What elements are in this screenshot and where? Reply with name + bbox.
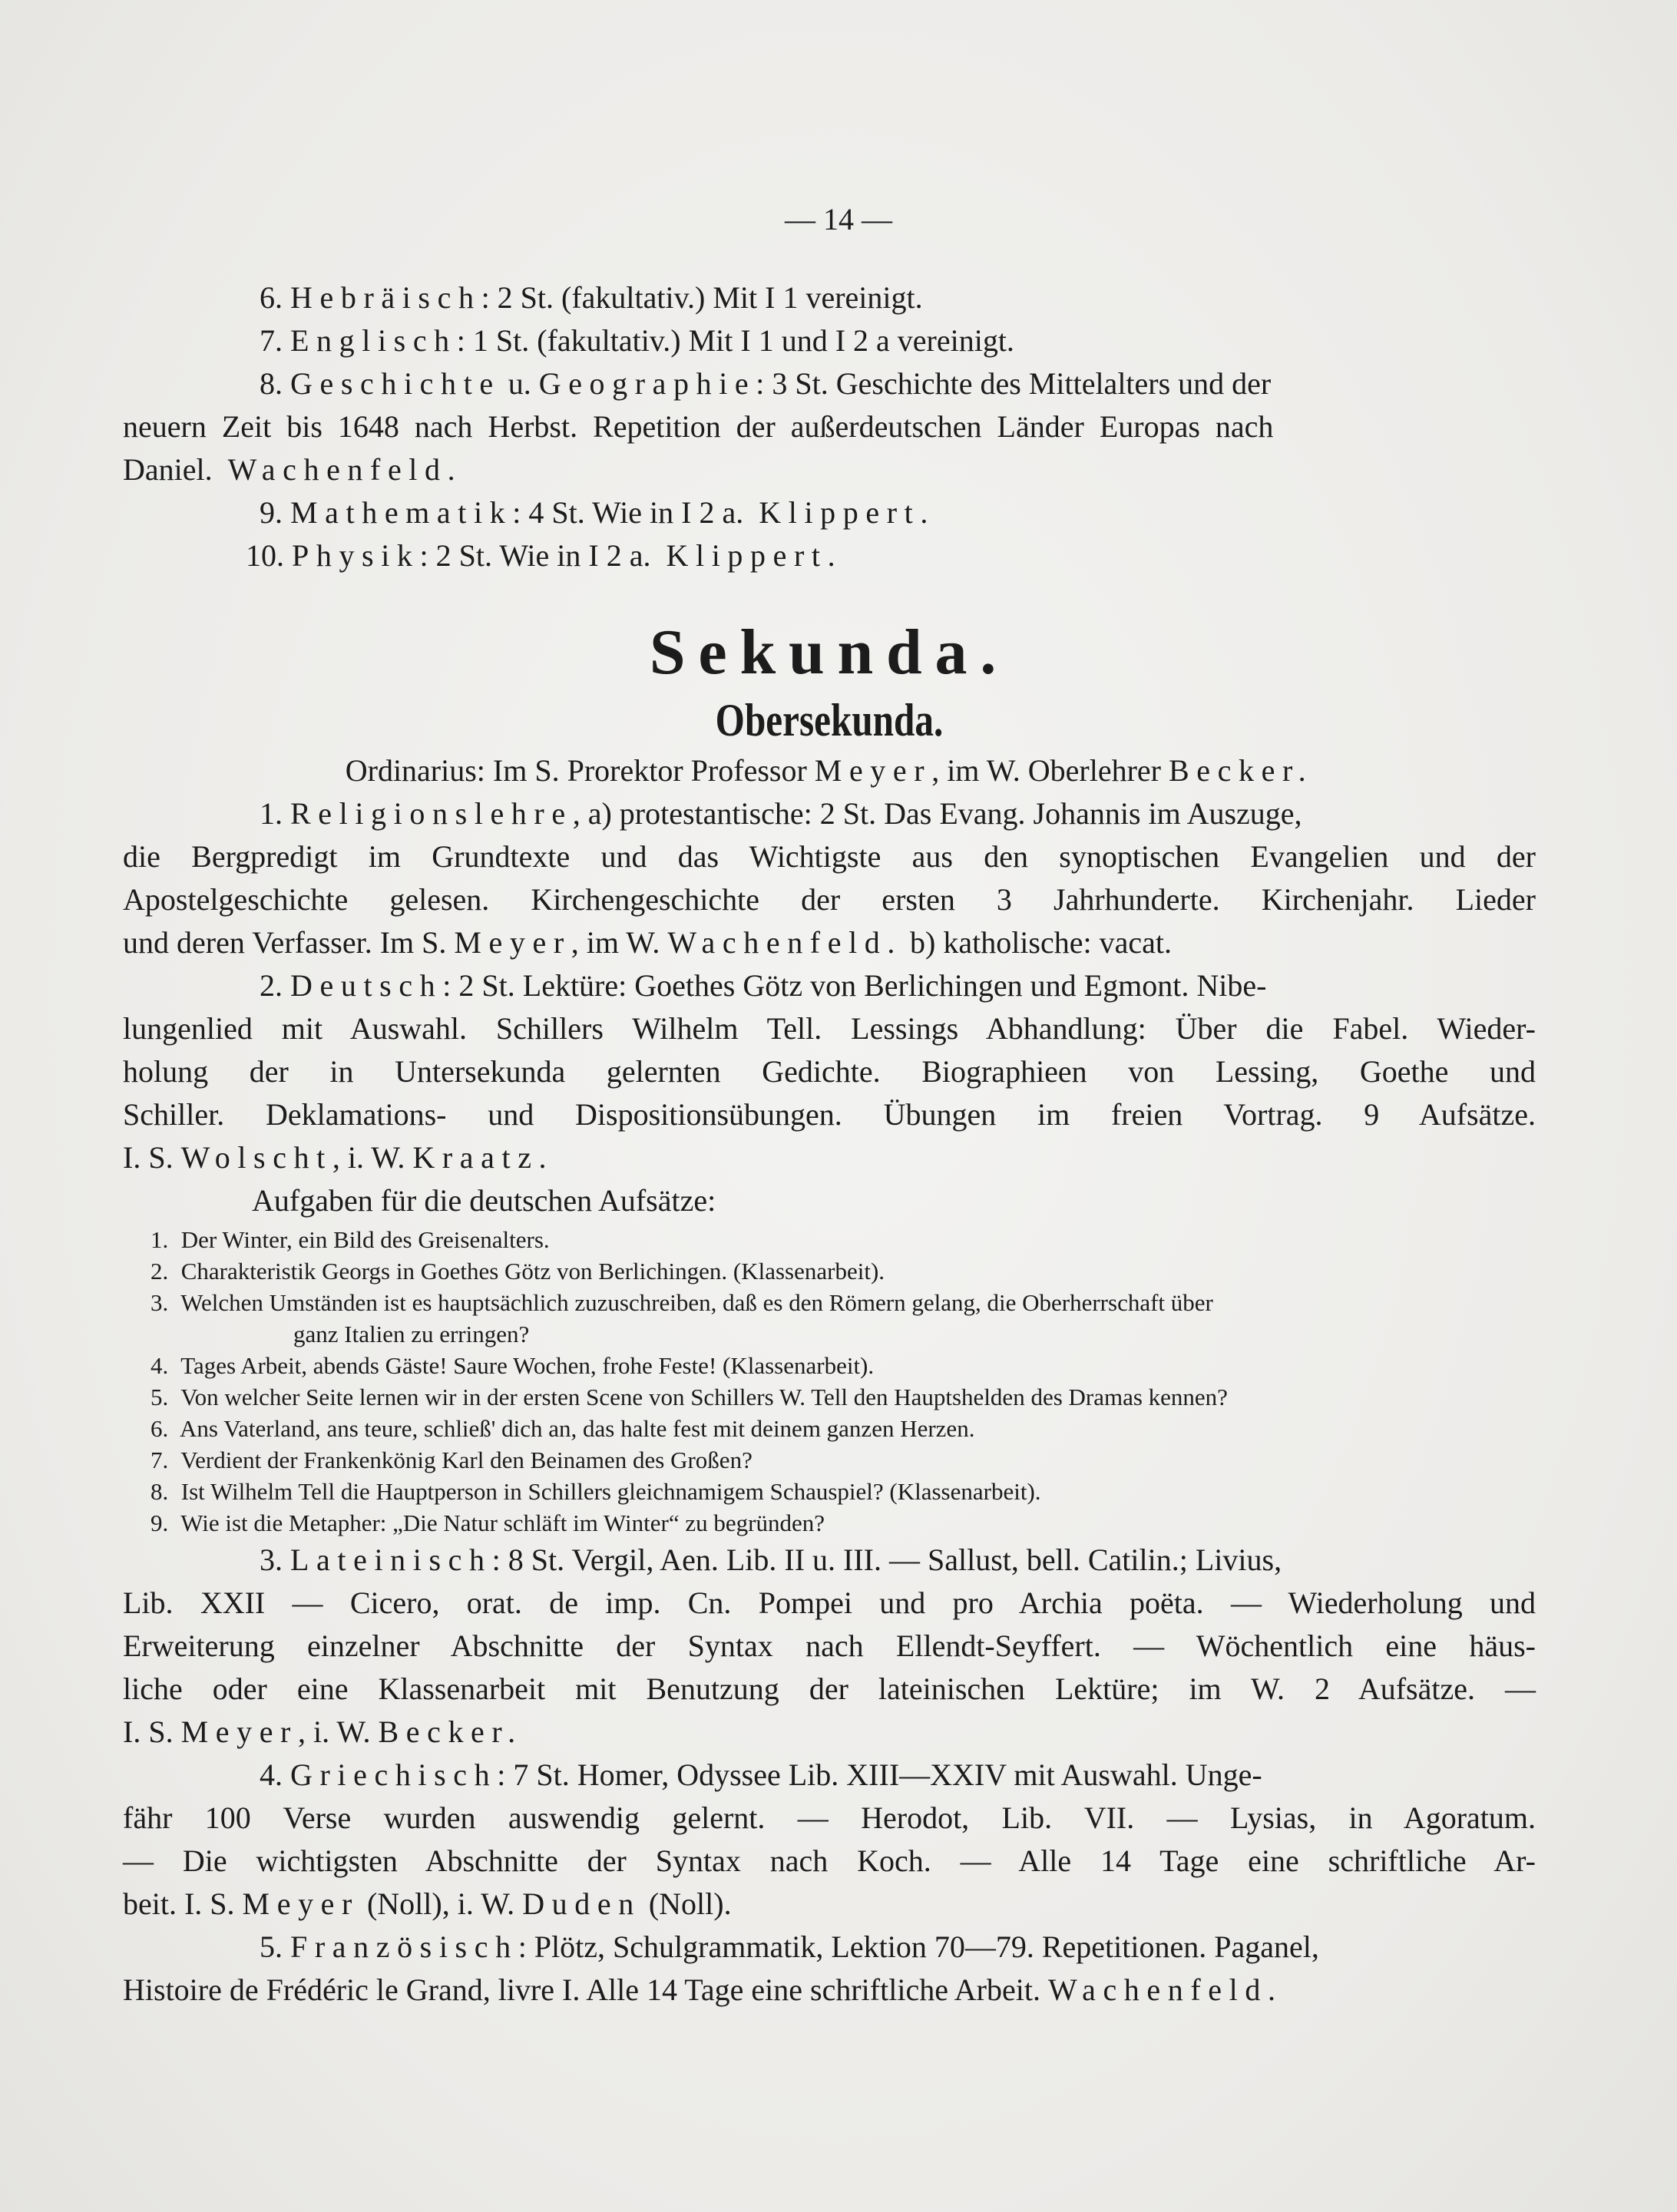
list-item xyxy=(123,1350,1536,1381)
griechisch-line-2: fähr 100 Verse wurden auswendig gelernt. — Herodot, Lib. VII. — Lysias, in Agoratum. xyxy=(123,1800,1536,1835)
line-text: Histoire de Frédéric le Grand, livre I. Alle 14 Tage eine schriftliche Arbeit. xyxy=(123,1972,1048,2007)
line-text: : Plötz, Schulgrammatik, Lektion 70—79. Repetitionen. Paganel, xyxy=(518,1929,1319,1964)
teacher-name: Becker. xyxy=(378,1714,523,1749)
list-item xyxy=(123,1287,1536,1318)
list-item xyxy=(123,1507,1536,1539)
line-text: I. S. xyxy=(123,1714,181,1749)
teacher-name: Klippert. xyxy=(759,495,935,530)
teacher-name: Meyer xyxy=(180,1714,298,1749)
item-text: Charakteristik Georgs in Goethes Götz von Berlichingen. (Klassenarbeit). xyxy=(180,1258,885,1285)
teacher-name: Klippert. xyxy=(666,538,843,573)
item-number: 5. xyxy=(150,1384,169,1410)
line-text: : 2 St. (fakultativ.) Mit I 1 vereinigt. xyxy=(481,280,923,315)
item-text: Ist Wilhelm Tell die Hauptperson in Schillers gleichnamigem Schauspiel? (Klassenarbeit). xyxy=(180,1478,1041,1505)
item-number: 1. xyxy=(150,1226,169,1253)
latein-line-4: liche oder eine Klassenarbeit mit Benutzung der lateinischen Lektüre; im W. 2 Aufsätze. — xyxy=(123,1671,1536,1706)
griechisch-line-4 xyxy=(123,1883,1536,1926)
item-number: 8. xyxy=(260,366,283,401)
line-text: (Noll), i. W. xyxy=(359,1886,523,1921)
line-englisch xyxy=(123,319,1536,362)
item-number: 6. xyxy=(150,1415,169,1442)
latein-line-5 xyxy=(123,1711,1536,1754)
teacher-name: Wolscht xyxy=(180,1140,332,1175)
line-text: u. xyxy=(500,366,539,401)
line-text: Daniel. xyxy=(123,452,213,487)
teacher-name: Wachenfeld. xyxy=(667,925,902,960)
line-geschichte-3 xyxy=(123,448,1536,491)
item-text: Von welcher Seite lernen wir in der ersten Scene von Schillers W. Tell den Hauptshelden des Dramas kennen? xyxy=(180,1384,1228,1410)
item-number: 4. xyxy=(150,1352,169,1379)
page-number: — 14 — xyxy=(785,202,892,236)
line-text: b) katholische: vacat. xyxy=(902,925,1172,960)
subject-name: Deutsch xyxy=(290,968,443,1003)
griechisch-line-1 xyxy=(123,1754,1536,1797)
deutsch-line-2: lungenlied mit Auswahl. Schillers Wilhelm Tell. Lessings Abhandlung: Über die Fabel. Wieder- xyxy=(123,1011,1536,1046)
item-number: 7. xyxy=(260,323,283,358)
deutsch-line-1 xyxy=(123,964,1536,1007)
item-text: Welchen Umständen ist es hauptsächlich zuzuschreiben, daß es den Römern gelang, die Oberherrschaft über xyxy=(180,1289,1213,1316)
item-number: 2. xyxy=(260,968,283,1003)
ordinarius-line xyxy=(123,749,1536,792)
line-text: : 2 St. Lektüre: Goethes Götz von Berlichingen und Egmont. Nibe- xyxy=(442,968,1267,1003)
line-mathematik xyxy=(123,491,1536,534)
line-geschichte xyxy=(123,362,1536,405)
item-text: Wie ist die Metapher: „Die Natur schläft im Winter“ zu begründen? xyxy=(180,1509,825,1536)
religion-line-3: Apostelgeschichte gelesen. Kirchengeschichte der ersten 3 Jahrhunderte. Kirchenjahr. Lieder xyxy=(123,882,1536,917)
item-number: 5. xyxy=(260,1929,283,1964)
teacher-name: Duden xyxy=(522,1886,641,1921)
item-number: 3. xyxy=(260,1542,283,1577)
item-number: 2. xyxy=(150,1258,169,1285)
item-number: 7. xyxy=(150,1447,169,1473)
teacher-name: Meyer xyxy=(242,1886,359,1921)
item-number: 3. xyxy=(150,1289,169,1316)
teacher-name: Wachenfeld. xyxy=(227,452,463,487)
line-text: , im W. Oberlehrer xyxy=(931,753,1169,788)
list-item xyxy=(123,1413,1536,1444)
item-text: Ans Vaterland, ans teure, schließ' dich an, das halte fest mit deinem ganzen Herzen. xyxy=(180,1415,975,1442)
line-physik xyxy=(123,534,1536,577)
teacher-name: Meyer xyxy=(454,925,571,960)
line-text: : 8 St. Vergil, Aen. Lib. II u. III. — Sallust, bell. Catilin.; Livius, xyxy=(491,1542,1282,1577)
item-text: Verdient der Frankenkönig Karl den Beinamen des Großen? xyxy=(180,1447,752,1473)
subject-name: Griechisch xyxy=(290,1757,498,1792)
subject-name: Religionslehre xyxy=(290,796,573,831)
deutsch-line-3: holung der in Untersekunda gelernten Gedichte. Biographieen von Lessing, Goethe und xyxy=(123,1054,1536,1089)
religion-line-2: die Bergpredigt im Grundtexte und das Wichtigste aus den synoptischen Evangelien und der xyxy=(123,839,1536,874)
top-section xyxy=(123,276,1536,2012)
line-text: , i. W. xyxy=(332,1140,413,1175)
line-text: : 2 St. Wie in I 2 a. xyxy=(419,538,651,573)
teacher-name: Meyer xyxy=(814,753,932,788)
latein-line-3: Erweiterung einzelner Abschnitte der Syntax nach Ellendt-Seyffert. — Wöchentlich eine häus- xyxy=(123,1628,1536,1663)
line-text: I. S. xyxy=(123,1140,181,1175)
deutsch-line-5 xyxy=(123,1136,1536,1179)
line-text: , im W. xyxy=(571,925,668,960)
aufgaben-title: Aufgaben für die deutschen Aufsätze: xyxy=(252,1183,716,1218)
line-text: : 1 St. (fakultativ.) Mit I 1 und I 2 a vereinigt. xyxy=(456,323,1014,358)
line-hebraeisch xyxy=(123,276,1536,319)
list-item xyxy=(123,1381,1536,1413)
franz-line-1 xyxy=(123,1926,1536,1969)
line-text: , i. W. xyxy=(297,1714,379,1749)
item-number: 9. xyxy=(150,1509,169,1536)
item-number: 1. xyxy=(260,796,283,831)
line-text: , a) protestantische: 2 St. Das Evang. Johannis im Auszuge, xyxy=(572,796,1302,831)
teacher-name: Wachenfeld. xyxy=(1047,1972,1283,2007)
line-text: : 3 St. Geschichte des Mittelalters und der xyxy=(756,366,1272,401)
item-number: 9. xyxy=(260,495,283,530)
teacher-name: Kraatz. xyxy=(412,1140,554,1175)
item-number: 8. xyxy=(150,1478,169,1505)
section-subheading: Obersekunda. xyxy=(715,695,944,746)
subject-name: Lateinisch xyxy=(290,1542,492,1577)
list-item xyxy=(123,1444,1536,1476)
item-number: 4. xyxy=(260,1757,283,1792)
line-text: Ordinarius: Im S. Prorektor Professor xyxy=(345,753,815,788)
religion-line-1 xyxy=(123,792,1536,835)
subject-name: Englisch xyxy=(290,323,457,358)
subject-name: Geschichte xyxy=(290,366,501,401)
line-text: : 7 St. Homer, Odyssee Lib. XIII—XXIV mit Auswahl. Unge- xyxy=(497,1757,1262,1792)
list-item xyxy=(123,1476,1536,1507)
subject-name: Physik xyxy=(292,538,420,573)
list-item xyxy=(123,1224,1536,1255)
franz-line-2 xyxy=(123,1969,1536,2012)
line-text: (Noll). xyxy=(640,1886,732,1921)
teacher-name: Becker. xyxy=(1169,753,1314,788)
religion-line-4 xyxy=(123,921,1536,964)
section-heading: Sekunda. xyxy=(649,617,1010,688)
deutsch-line-4: Schiller. Deklamations- und Dispositionsübungen. Übungen im freien Vortrag. 9 Aufsätze. xyxy=(123,1097,1536,1132)
line-geschichte-2: neuern Zeit bis 1648 nach Herbst. Repetition der außerdeutschen Länder Europas nach xyxy=(123,409,1274,444)
item-text: Der Winter, ein Bild des Greisenalters. xyxy=(180,1226,550,1253)
aufgaben-list xyxy=(123,1224,1536,1539)
subject-name: Hebräisch xyxy=(290,280,481,315)
item-number: 10. xyxy=(246,538,284,573)
subject-name: Französisch xyxy=(290,1929,518,1964)
subject-name: Mathematik xyxy=(290,495,513,530)
subject-name: Geographie xyxy=(538,366,756,401)
latein-line-1 xyxy=(123,1539,1536,1582)
line-text: beit. I. S. xyxy=(123,1886,243,1921)
list-item-continued: ganz Italien zu erringen? xyxy=(293,1321,530,1347)
item-text: Tages Arbeit, abends Gäste! Saure Wochen, frohe Feste! (Klassenarbeit). xyxy=(180,1352,875,1379)
line-text: und deren Verfasser. Im S. xyxy=(123,925,455,960)
item-number: 6. xyxy=(260,280,283,315)
line-text: : 4 St. Wie in I 2 a. xyxy=(512,495,744,530)
griechisch-line-3: — Die wichtigsten Abschnitte der Syntax nach Koch. — Alle 14 Tage eine schriftliche Ar- xyxy=(123,1843,1536,1878)
latein-line-2: Lib. XXII — Cicero, orat. de imp. Cn. Pompei und pro Archia poëta. — Wiederholung und xyxy=(123,1585,1536,1620)
list-item xyxy=(123,1255,1536,1287)
